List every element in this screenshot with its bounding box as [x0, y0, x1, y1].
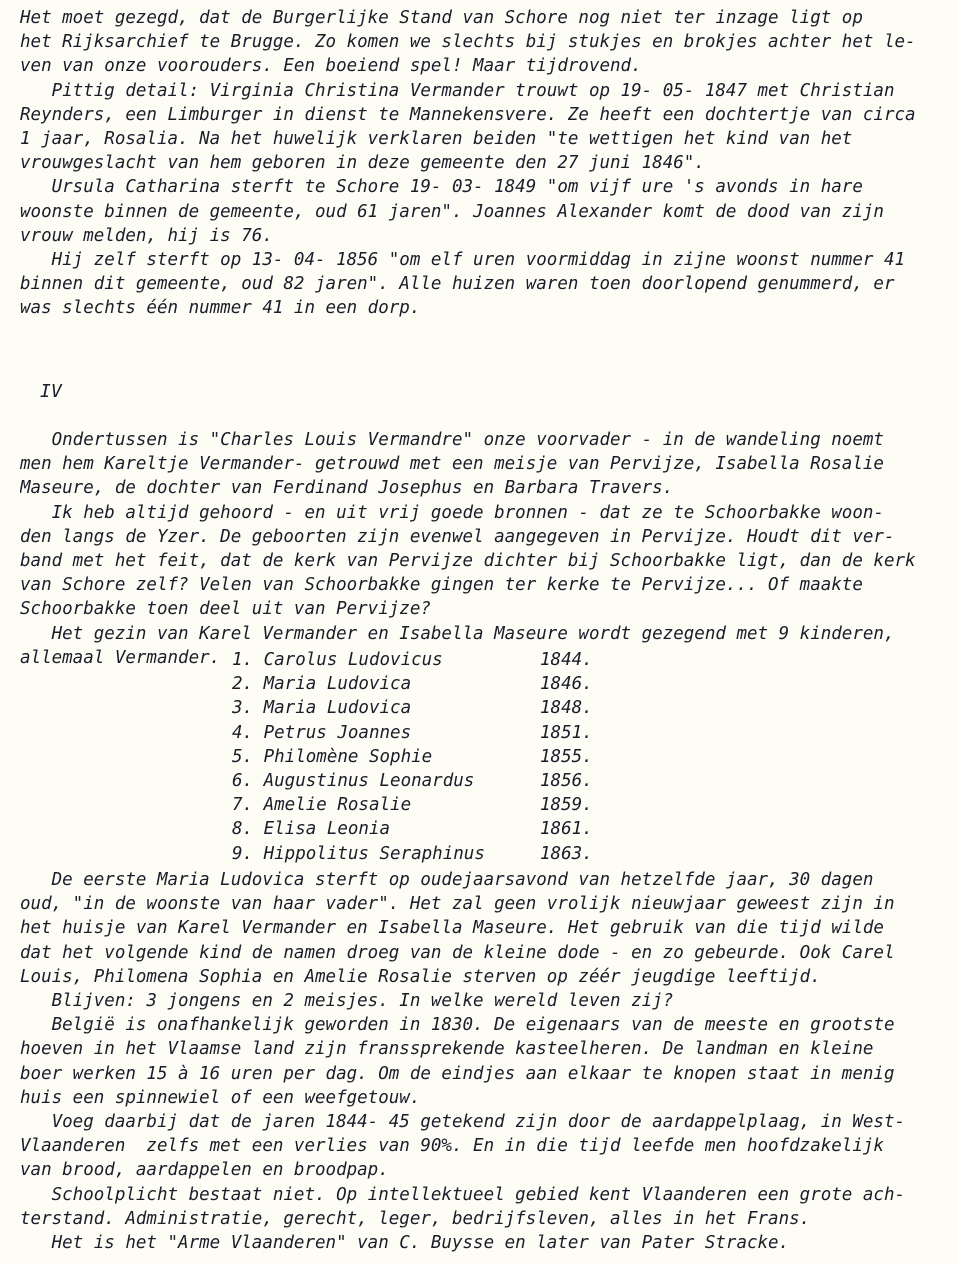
child-birth-year: 1861. [540, 819, 593, 840]
text-line: Hij zelf sterft op 13- 04- 1856 "om elf uren voormiddag in zijne woonst nummer 41 [20, 250, 906, 271]
child-birth-year: 1859. [540, 795, 593, 816]
text-line: Blijven: 3 jongens en 2 meisjes. In welke wereld leven zij? [20, 991, 674, 1012]
child-entry [232, 817, 652, 841]
child-entry [232, 769, 652, 793]
child-birth-year: 1844. [540, 650, 593, 670]
child-name: 4. Petrus Joannes [232, 722, 412, 743]
child-name: 3. Maria Ludovica [232, 698, 412, 719]
child-name: 1. Carolus Ludovicus [232, 650, 443, 670]
child-birth-year: 1856. [540, 771, 593, 792]
child-birth-year: 1851. [540, 722, 593, 743]
text-line: Het moet gezegd, dat de Burgerlijke Stand van Schore nog niet ter inzage ligt op [20, 8, 863, 28]
text-line: het Rijksarchief te Brugge. Zo komen we slechts bij stukjes en brokjes achter het le- [20, 32, 916, 53]
child-name: 2. Maria Ludovica [232, 674, 412, 695]
text-line: Schoorbakke toen deel uit van Pervijze? [20, 599, 431, 620]
text-line: Schoolplicht bestaat niet. Op intellektueel gebied kent Vlaanderen een grote ach- [20, 1184, 906, 1205]
text-line: woonste binnen de gemeente, oud 61 jaren". Joannes Alexander komt de dood van zijn [20, 201, 884, 222]
child-birth-year: 1846. [540, 674, 593, 695]
text-line: terstand. Administratie, gerecht, leger, bedrijfsleven, alles in het Frans. [20, 1208, 811, 1229]
paragraph-block-3 [20, 868, 936, 1255]
text-line: Ik heb altijd gehoord - en uit vrij goede bronnen - dat ze te Schoorbakke woon- [20, 502, 884, 523]
text-line: Pittig detail: Virginia Christina Vermander trouwt op 19- 05- 1847 met Christian [20, 80, 895, 101]
child-entry [232, 745, 652, 769]
text-line: huis een spinnewiel of een weefgetouw. [20, 1087, 421, 1108]
paragraph-block-1 [20, 6, 936, 321]
child-birth-year: 1848. [540, 698, 593, 719]
text-line: van Schore zelf? Velen van Schoorbakke gingen ter kerke te Pervijze... Of maakte [20, 575, 863, 596]
paragraph-block-2 [20, 428, 936, 670]
child-entry [232, 842, 652, 866]
text-line: allemaal Vermander. [20, 647, 221, 668]
text-line: was slechts één nummer 41 in een dorp. [20, 298, 421, 319]
children-list [232, 648, 652, 866]
section-number: IV [40, 381, 62, 402]
text-line: Het is het "Arme Vlaanderen" van C. Buysse en later van Pater Stracke. [20, 1233, 790, 1254]
child-name: 9. Hippolitus Seraphinus [232, 843, 485, 864]
text-line: Ondertussen is "Charles Louis Vermandre" onze voorvader - in de wandeling noemt [20, 430, 884, 450]
text-line: Het gezin van Karel Vermander en Isabella Maseure wordt gezegend met 9 kinderen, [20, 623, 895, 644]
text-line: Ursula Catharina sterft te Schore 19- 03- 1849 "om vijf ure 's avonds in hare [20, 177, 863, 198]
child-birth-year: 1855. [540, 746, 593, 767]
text-line: België is onafhankelijk geworden in 1830. De eigenaars van de meeste en grootste [20, 1015, 895, 1036]
child-entry [232, 721, 652, 745]
text-line: Vlaanderen zelfs met een verlies van 90%. En in die tijd leefde men hoofdzakelijk [20, 1136, 884, 1157]
text-line: De eerste Maria Ludovica sterft op oudejaarsavond van hetzelfde jaar, 30 dagen [20, 870, 874, 890]
text-line: Louis, Philomena Sophia en Amelie Rosalie sterven op zéér jeugdige leeftijd. [20, 966, 821, 987]
text-line: van brood, aardappelen en broodpap. [20, 1160, 389, 1181]
text-line: vrouw melden, hij is 76. [20, 225, 273, 246]
text-line: vrouwgeslacht van hem geboren in deze gemeente den 27 juni 1846". [20, 153, 705, 174]
child-name: 5. Philomène Sophie [232, 746, 433, 767]
text-line: hoeven in het Vlaamse land zijn franssprekende kasteelheren. De landman en kleine [20, 1039, 874, 1060]
child-entry [232, 672, 652, 696]
text-line: ven van onze voorouders. Een boeiend spel! Maar tijdrovend. [20, 56, 642, 77]
child-entry [232, 696, 652, 720]
text-line: dat het volgende kind de namen droeg van de kleine dode - en zo gebeurde. Ook Carel [20, 942, 895, 963]
child-entry [232, 648, 652, 672]
text-line: Reynders, een Limburger in dienst te Mannekensvere. Ze heeft een dochtertje van circa [20, 104, 916, 125]
text-line: boer werken 15 à 16 uren per dag. Om de eindjes aan elkaar te knopen staat in menig [20, 1063, 895, 1084]
text-line: het huisje van Karel Vermander en Isabella Maseure. Het gebruik van die tijd wilde [20, 918, 884, 939]
text-line: 1 jaar, Rosalia. Na het huwelijk verklaren beiden "te wettigen het kind van het [20, 129, 853, 150]
text-line: Voeg daarbij dat de jaren 1844- 45 getekend zijn door de aardappelplaag, in West- [20, 1112, 906, 1133]
text-line: oud, "in de woonste van haar vader". Het zal geen vrolijk nieuwjaar geweest zijn in [20, 894, 895, 915]
text-line: men hem Kareltje Vermander- getrouwd met een meisje van Pervijze, Isabella Rosalie [20, 454, 884, 475]
child-name: 7. Amelie Rosalie [232, 795, 412, 816]
child-entry [232, 793, 652, 817]
text-line: den langs de Yzer. De geboorten zijn evenwel aangegeven in Pervijze. Houdt dit ver- [20, 526, 895, 547]
child-name: 8. Elisa Leonia [232, 819, 391, 840]
text-line: band met het feit, dat de kerk van Pervijze dichter bij Schoorbakke ligt, dan de kerk [20, 551, 916, 572]
child-name: 6. Augustinus Leonardus [232, 771, 475, 792]
child-birth-year: 1863. [540, 843, 593, 864]
text-line: Maseure, de dochter van Ferdinand Josephus en Barbara Travers. [20, 478, 674, 499]
text-line: binnen dit gemeente, oud 82 jaren". Alle huizen waren toen doorlopend genummerd, er [20, 274, 895, 295]
